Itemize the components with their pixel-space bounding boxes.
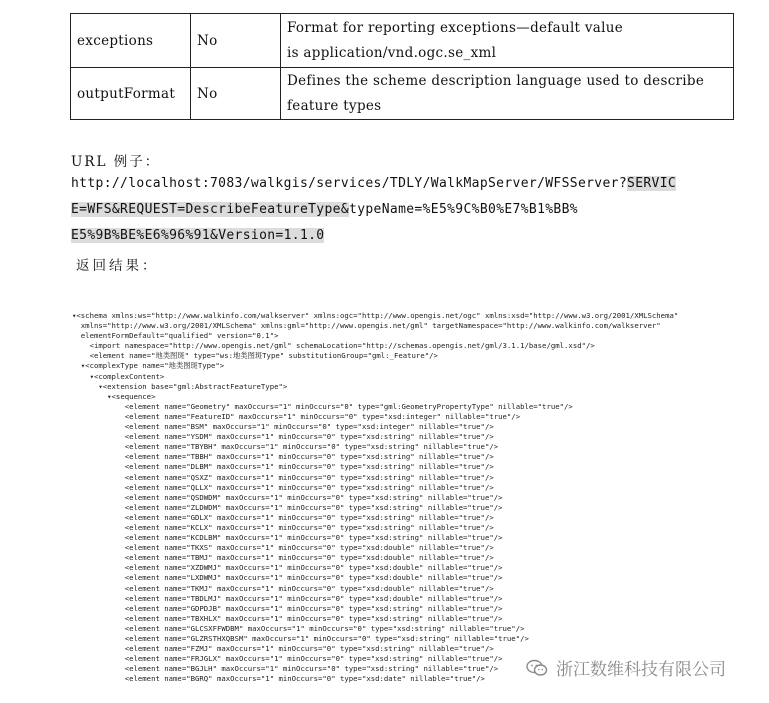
xml-line: <element name="GLZRSTHXQBSM" maxOccurs="1" minOccurs="0" type="xsd:string" nillable="true"/> (72, 634, 529, 643)
xml-line: <element name="QSXZ" maxOccurs="1" minOccurs="0" type="xsd:string" nillable="true"/> (72, 472, 494, 482)
xml-line: <element name="BGRQ" maxOccurs="1" minOccurs="0" type="xsd:date" nillable="true"/> (72, 674, 485, 684)
xml-line: <element name="TBXHLX" maxOccurs="1" minOccurs="0" type="xsd:string" nillable="true"/> (72, 613, 503, 623)
xml-line: <element name="GDPDJB" maxOccurs="1" minOccurs="0" type="xsd:string" nillable="true"/> (72, 603, 503, 613)
xml-line: <element name="QSDWDM" maxOccurs="1" minOccurs="0" type="xsd:string" nillable="true"/> (72, 492, 503, 502)
url-highlight: E5%9B%BE%E6%96%91& (71, 228, 219, 243)
result-label: 返回结果： (76, 258, 159, 274)
xml-line: ▾<complexType name="地类图斑Type"> (72, 361, 225, 371)
table-row (71, 68, 734, 120)
param-name-cell: exceptions (71, 14, 191, 68)
watermark (526, 655, 726, 680)
xml-line: <element name="TBMJ" maxOccurs="1" minOccurs="0" type="xsd:double" nillable="true"/> (72, 553, 494, 563)
xml-line: <element name="Geometry" maxOccurs="1" minOccurs="0" type="gml:GeometryPropertyType" nillable="true"/> (72, 401, 573, 411)
xml-line: ▾<sequence> (72, 391, 156, 401)
xml-line: <element name="BGJLH" maxOccurs="1" minOccurs="0" type="xsd:string" nillable="true"/> (72, 664, 499, 674)
xml-line: <element name="TBDLMJ" maxOccurs="1" minOccurs="0" type="xsd:double" nillable="true"/> (72, 593, 503, 603)
param-name-cell: outputFormat (71, 68, 191, 120)
description-line: Format for reporting exceptions—default value (287, 19, 624, 36)
xml-line: <element name="TKXS" maxOccurs="1" minOccurs="0" type="xsd:double" nillable="true"/> (72, 543, 494, 553)
xml-line: <element name="TBBH" maxOccurs="1" minOccurs="0" type="xsd:string" nillable="true"/> (72, 452, 494, 462)
xml-line: <element name="GLCSXFFWDBM" maxOccurs="1" minOccurs="0" type="xsd:string" nillable="true"/> (72, 623, 525, 633)
wechat-icon (526, 659, 548, 677)
xml-line: <import namespace="http://www.opengis.net/gml" schemaLocation="http://schemas.opengis.net/gml/3.1.1/base/gml.xsd"/> (72, 341, 595, 351)
xml-line: <element name="BSM" maxOccurs="1" minOccurs="0" type="xsd:integer" nillable="true"/> (72, 422, 494, 432)
xml-line: <element name="LXDWMJ" maxOccurs="1" minOccurs="0" type="xsd:double" nillable="true"/> (72, 573, 503, 583)
xml-line: <element name="FRJGLX" maxOccurs="1" minOccurs="0" type="xsd:string" nillable="true"/> (72, 654, 503, 664)
xml-line: <element name="地类图斑" type="ws:地类图斑Type" substitutionGroup="gml:_Feature"/> (72, 351, 438, 361)
url-highlight: SERVIC (627, 176, 677, 191)
url-line-3 (71, 228, 324, 243)
description-line: feature types (287, 97, 382, 114)
url-highlight: Version=1.1.0 (218, 228, 325, 243)
url-highlight: E=WFS&REQUEST=DescribeFeatureType& (71, 202, 350, 217)
description-line: Defines the scheme description language used to describe (287, 72, 705, 89)
xml-line: <element name="YSDM" maxOccurs="1" minOccurs="0" type="xsd:string" nillable="true"/> (72, 432, 494, 442)
xml-line: <element name="FZMJ" maxOccurs="1" minOccurs="0" type="xsd:string" nillable="true"/> (72, 644, 494, 654)
url-example-label: URL 例子： (71, 154, 161, 170)
xml-line: ▾<complexContent> (72, 371, 165, 381)
xml-line: <element name="ZLDWDM" maxOccurs="1" minOccurs="0" type="xsd:string" nillable="true"/> (72, 502, 503, 512)
xml-line: ▾<schema xmlns:ws="http://www.walkinfo.com/walkserver" xmlns:ogc="http://www.opengis.net/ogc" xmlns:xsd="http://www.w3.org/2001/XMLSchema" (72, 311, 679, 320)
param-required-cell: No (191, 14, 281, 68)
url-text: http://localhost:7083/walkgis/services/TDLY/WalkMapServer/WFSServer? (71, 176, 628, 191)
xml-line: <element name="TKMJ" maxOccurs="1" minOccurs="0" type="xsd:double" nillable="true"/> (72, 583, 494, 593)
url-text: typeName=%E5%9C%B0%E7%B1%BB% (349, 202, 578, 217)
description-line: is application/vnd.ogc.se_xml (287, 44, 497, 61)
param-description-cell (281, 14, 734, 68)
parameter-table (70, 13, 734, 120)
xml-line: <element name="QLLX" maxOccurs="1" minOccurs="0" type="xsd:string" nillable="true"/> (72, 482, 494, 492)
xml-schema-screenshot (72, 311, 712, 684)
xml-line: <element name="GDLX" maxOccurs="1" minOccurs="0" type="xsd:string" nillable="true"/> (72, 512, 494, 522)
watermark-text: 浙江数维科技有限公司 (556, 660, 726, 680)
url-line-1 (71, 176, 676, 191)
xml-line: xmlns="http://www.w3.org/2001/XMLSchema" xmlns:gml="http://www.opengis.net/gml" targetNamespace="http://www.walkinfo.com/walkserver" (72, 321, 661, 331)
xml-line: elementFormDefault="qualified" version="0.1"> (72, 331, 279, 341)
xml-line: ▾<extension base="gml:AbstractFeatureType"> (72, 381, 288, 391)
param-required-cell: No (191, 68, 281, 120)
xml-line: <element name="XZDWMJ" maxOccurs="1" minOccurs="0" type="xsd:double" nillable="true"/> (72, 563, 503, 573)
xml-line: <element name="KCLX" maxOccurs="1" minOccurs="0" type="xsd:string" nillable="true"/> (72, 522, 494, 532)
xml-line: <element name="KCDLBM" maxOccurs="1" minOccurs="0" type="xsd:string" nillable="true"/> (72, 533, 503, 543)
xml-line: <element name="FeatureID" maxOccurs="1" minOccurs="0" type="xsd:integer" nillable="true"/> (72, 411, 521, 421)
table-row (71, 14, 734, 68)
xml-line: <element name="DLBM" maxOccurs="1" minOccurs="0" type="xsd:string" nillable="true"/> (72, 462, 494, 472)
url-line-2 (71, 202, 578, 217)
xml-line: <element name="TBYBH" maxOccurs="1" minOccurs="0" type="xsd:string" nillable="true"/> (72, 442, 499, 452)
param-description-cell (281, 68, 734, 120)
